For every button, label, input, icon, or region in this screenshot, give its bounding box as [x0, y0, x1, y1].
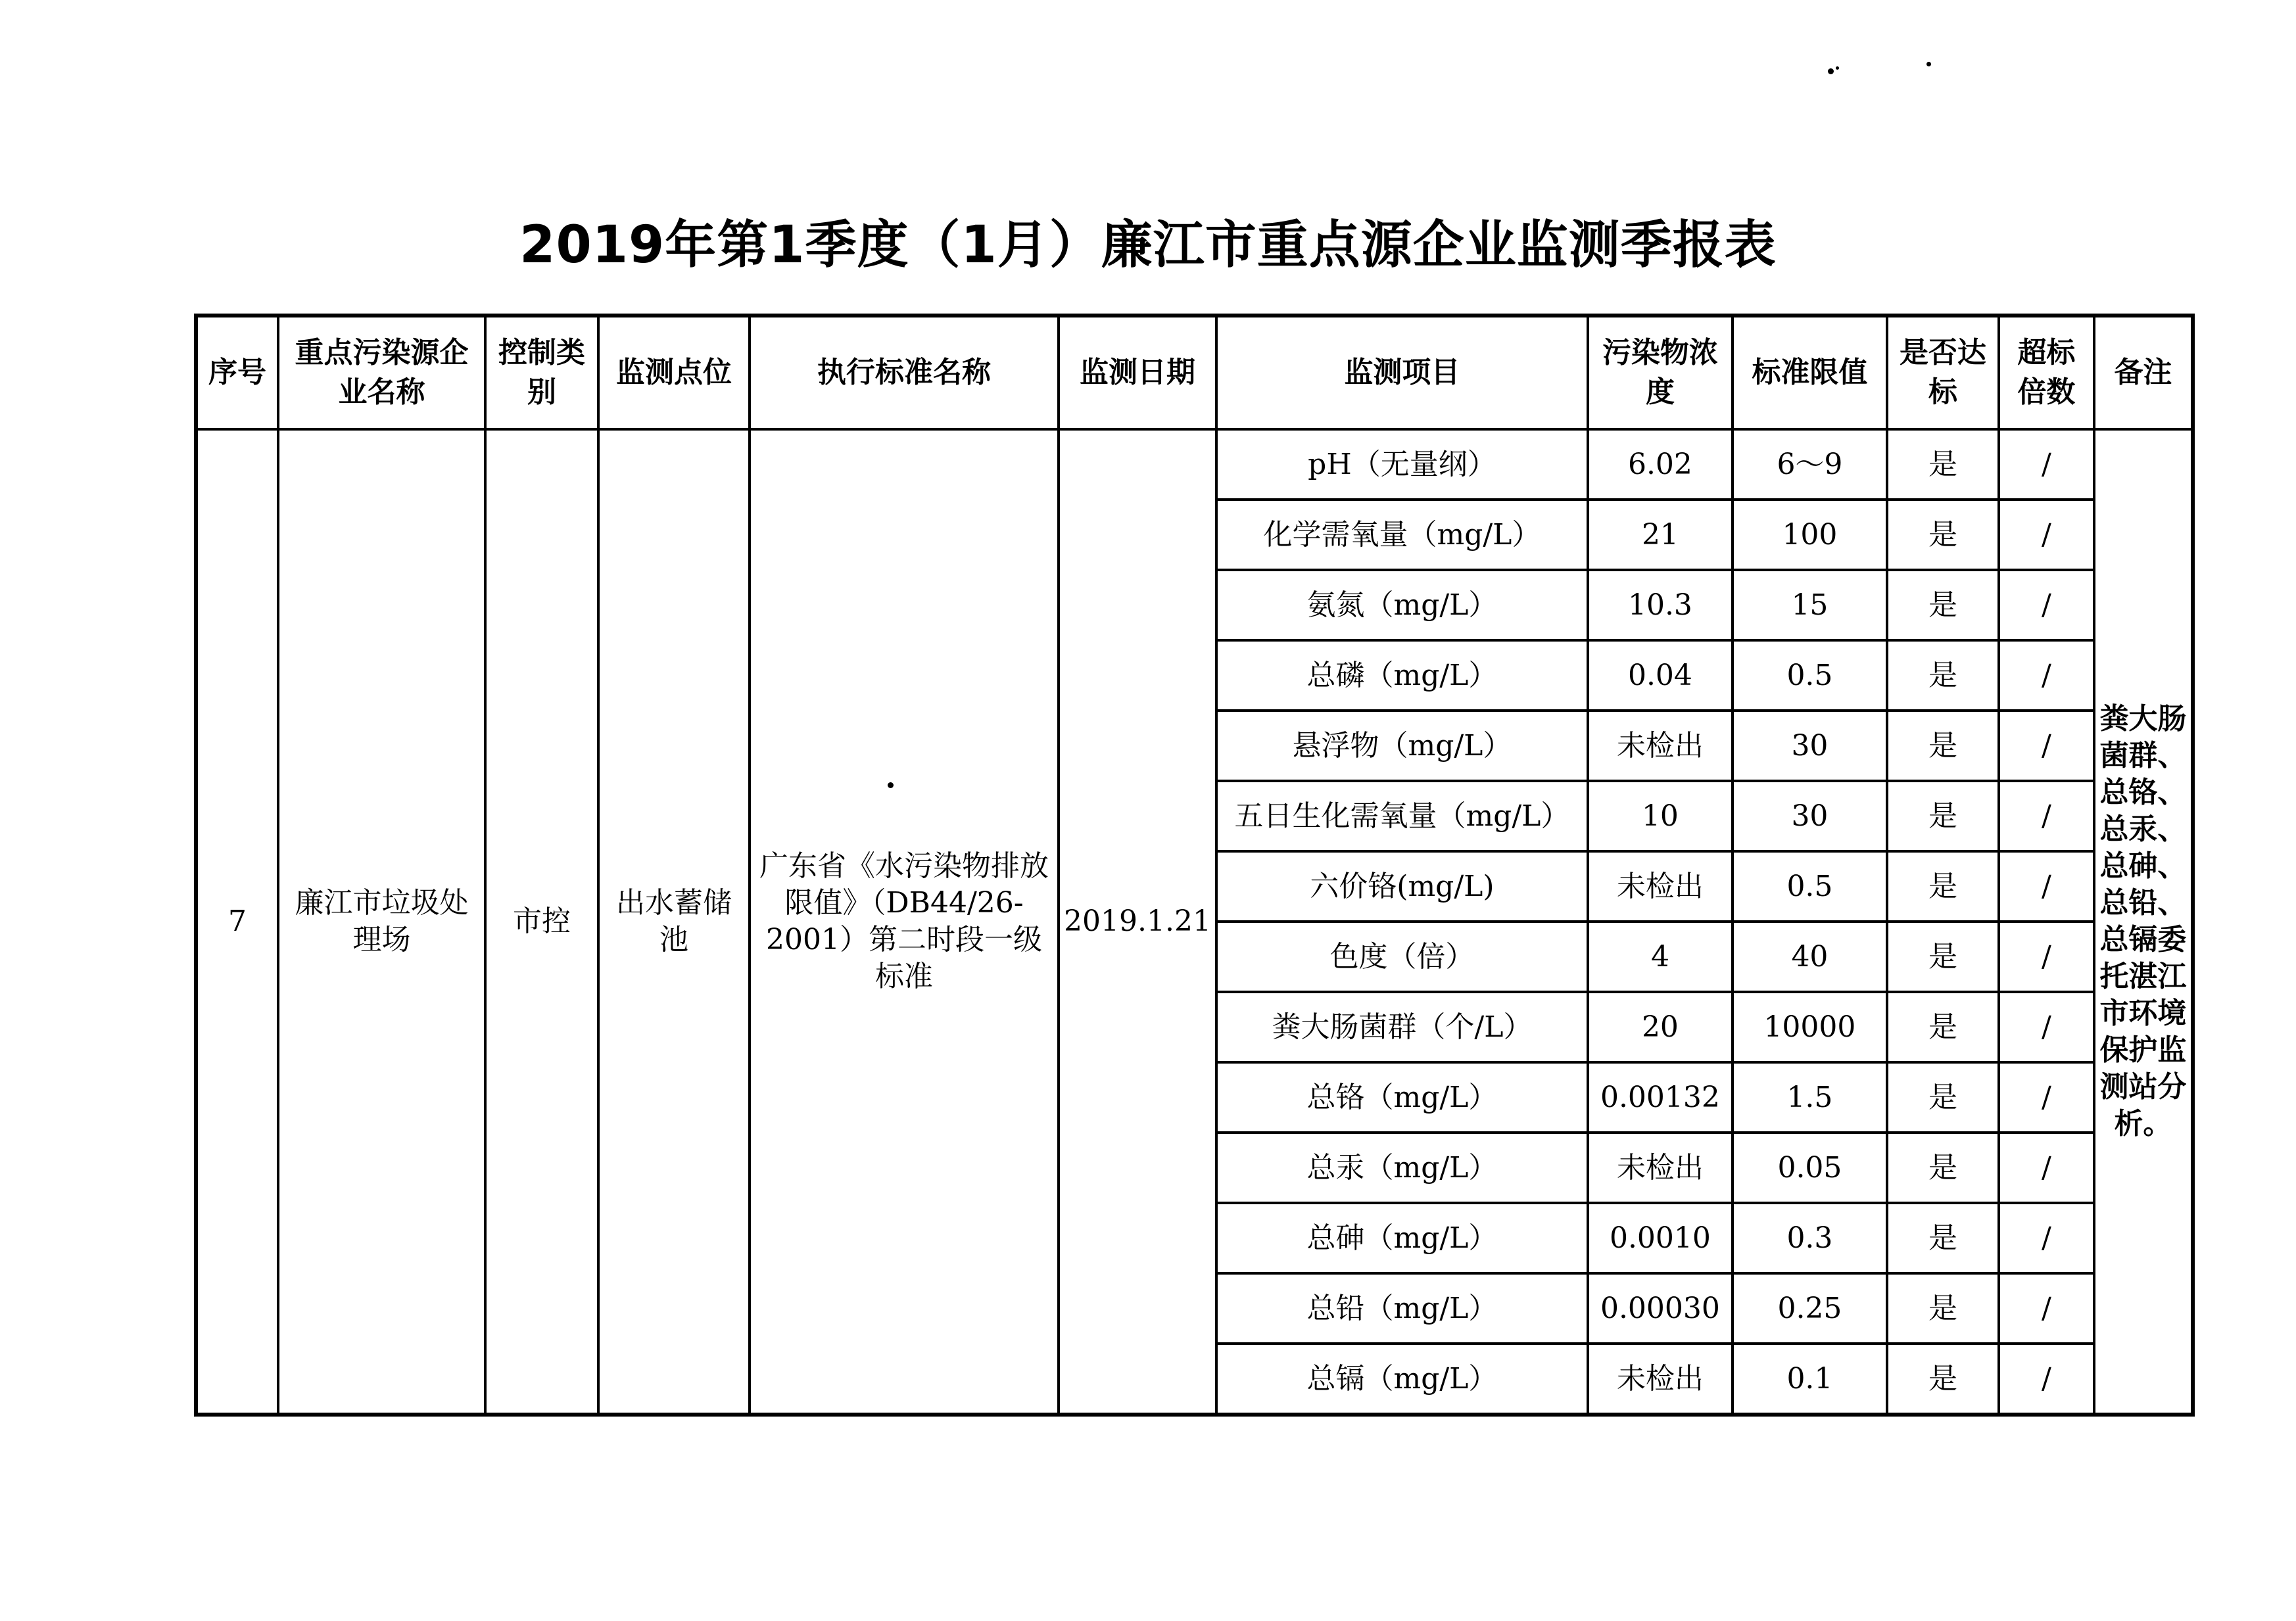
header-limit: 标准限值	[1733, 316, 1887, 429]
item-cell: 氨氮（mg/L）	[1216, 570, 1588, 640]
compliant-cell: 是	[1887, 851, 1999, 922]
table-header-row	[196, 316, 2193, 429]
item-cell: 总磷（mg/L）	[1216, 640, 1588, 711]
control-cell: 市控	[485, 429, 598, 1415]
header-item: 监测项目	[1216, 316, 1588, 429]
limit-cell: 1.5	[1733, 1062, 1887, 1133]
remark-cell: 粪大肠菌群、总铬、总汞、总砷、总铅、总镉委托湛江市环境保护监测站分析。	[2094, 429, 2193, 1415]
concentration-cell: 未检出	[1588, 711, 1733, 781]
limit-cell: 0.5	[1733, 640, 1887, 711]
monitoring-report-table	[194, 314, 2195, 1417]
header-date: 监测日期	[1059, 316, 1216, 429]
header-remark: 备注	[2094, 316, 2193, 429]
compliant-cell: 是	[1887, 1133, 1999, 1203]
header-company: 重点污染源企业名称	[278, 316, 485, 429]
exceed-cell: /	[1999, 1273, 2094, 1344]
exceed-cell: /	[1999, 570, 2094, 640]
item-cell: 色度（倍）	[1216, 922, 1588, 992]
scan-speck	[1836, 66, 1839, 70]
compliant-cell: 是	[1887, 640, 1999, 711]
item-cell: 总砷（mg/L）	[1216, 1203, 1588, 1273]
item-cell: 粪大肠菌群（个/L）	[1216, 992, 1588, 1062]
exceed-cell: /	[1999, 992, 2094, 1062]
date-cell: 2019.1.21	[1059, 429, 1216, 1415]
scan-speck	[1828, 68, 1834, 74]
item-cell: 总汞（mg/L）	[1216, 1133, 1588, 1203]
exceed-cell: /	[1999, 429, 2094, 500]
item-cell: 化学需氧量（mg/L）	[1216, 500, 1588, 570]
compliant-cell: 是	[1887, 1203, 1999, 1273]
header-exceed: 超标倍数	[1999, 316, 2094, 429]
limit-cell: 100	[1733, 500, 1887, 570]
limit-cell: 40	[1733, 922, 1887, 992]
concentration-cell: 0.0010	[1588, 1203, 1733, 1273]
exceed-cell: /	[1999, 781, 2094, 851]
concentration-cell: 10.3	[1588, 570, 1733, 640]
item-cell: 六价铬(mg/L)	[1216, 851, 1588, 922]
concentration-cell: 10	[1588, 781, 1733, 851]
concentration-cell: 4	[1588, 922, 1733, 992]
item-cell: pH（无量纲）	[1216, 429, 1588, 500]
limit-cell: 10000	[1733, 992, 1887, 1062]
compliant-cell: 是	[1887, 500, 1999, 570]
compliant-cell: 是	[1887, 992, 1999, 1062]
concentration-cell: 0.00132	[1588, 1062, 1733, 1133]
compliant-cell: 是	[1887, 711, 1999, 781]
concentration-cell: 0.00030	[1588, 1273, 1733, 1344]
item-cell: 悬浮物（mg/L）	[1216, 711, 1588, 781]
limit-cell: 0.5	[1733, 851, 1887, 922]
item-cell: 总铅（mg/L）	[1216, 1273, 1588, 1344]
concentration-cell: 未检出	[1588, 1133, 1733, 1203]
exceed-cell: /	[1999, 500, 2094, 570]
exceed-cell: /	[1999, 640, 2094, 711]
point-cell: 出水蓄储池	[598, 429, 750, 1415]
compliant-cell: 是	[1887, 922, 1999, 992]
compliant-cell: 是	[1887, 1062, 1999, 1133]
limit-cell: 15	[1733, 570, 1887, 640]
header-compliant: 是否达标	[1887, 316, 1999, 429]
concentration-cell: 未检出	[1588, 1344, 1733, 1415]
limit-cell: 30	[1733, 711, 1887, 781]
exceed-cell: /	[1999, 1203, 2094, 1273]
header-seq: 序号	[196, 316, 278, 429]
concentration-cell: 20	[1588, 992, 1733, 1062]
concentration-cell: 21	[1588, 500, 1733, 570]
item-cell: 五日生化需氧量（mg/L）	[1216, 781, 1588, 851]
concentration-cell: 6.02	[1588, 429, 1733, 500]
exceed-cell: /	[1999, 851, 2094, 922]
item-cell: 总铬（mg/L）	[1216, 1062, 1588, 1133]
limit-cell: 6～9	[1733, 429, 1887, 500]
limit-cell: 0.05	[1733, 1133, 1887, 1203]
exceed-cell: /	[1999, 1344, 2094, 1415]
exceed-cell: /	[1999, 1062, 2094, 1133]
scan-speck	[1926, 62, 1931, 66]
item-cell: 总镉（mg/L）	[1216, 1344, 1588, 1415]
header-standard: 执行标准名称	[750, 316, 1059, 429]
exceed-cell: /	[1999, 711, 2094, 781]
limit-cell: 30	[1733, 781, 1887, 851]
limit-cell: 0.1	[1733, 1344, 1887, 1415]
report-title: 2019年第1季度（1月）廉江市重点源企业监测季报表	[519, 216, 1777, 275]
compliant-cell: 是	[1887, 1273, 1999, 1344]
header-control: 控制类别	[485, 316, 598, 429]
compliant-cell: 是	[1887, 1344, 1999, 1415]
limit-cell: 0.25	[1733, 1273, 1887, 1344]
header-concentration: 污染物浓度	[1588, 316, 1733, 429]
table-row	[196, 429, 2193, 500]
exceed-cell: /	[1999, 922, 2094, 992]
standard-cell: 广东省《水污染物排放限值》（DB44/26-2001）第二时段一级标准	[750, 429, 1059, 1415]
compliant-cell: 是	[1887, 781, 1999, 851]
company-cell: 廉江市垃圾处理场	[278, 429, 485, 1415]
seq-cell: 7	[196, 429, 278, 1415]
compliant-cell: 是	[1887, 570, 1999, 640]
limit-cell: 0.3	[1733, 1203, 1887, 1273]
concentration-cell: 0.04	[1588, 640, 1733, 711]
header-point: 监测点位	[598, 316, 750, 429]
concentration-cell: 未检出	[1588, 851, 1733, 922]
compliant-cell: 是	[1887, 429, 1999, 500]
exceed-cell: /	[1999, 1133, 2094, 1203]
